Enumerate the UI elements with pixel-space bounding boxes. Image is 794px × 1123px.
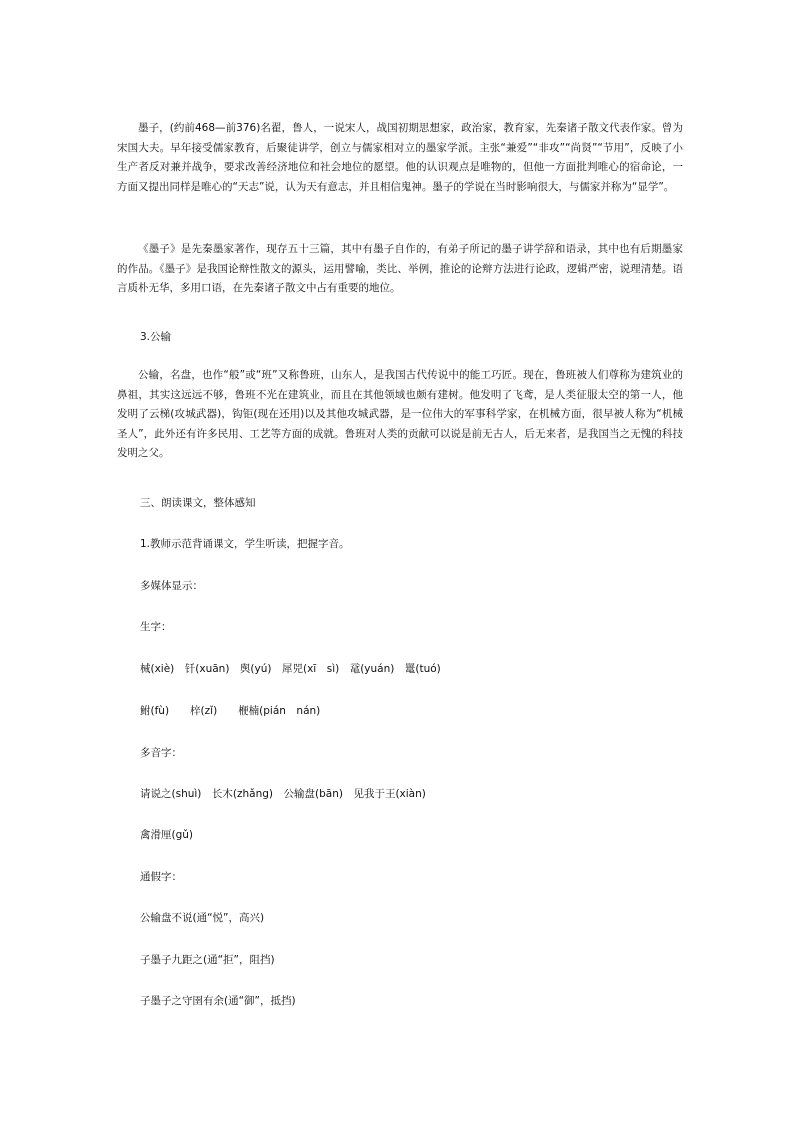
new-characters-row-1: 械(xiè) 钎(xuān) 舆(yú) 犀兕(xī sì) 鼋(yuán) 鼍(tuó) bbox=[140, 663, 441, 675]
tongjia-row-1: 公输盘不说(通“悦”，高兴) bbox=[140, 912, 265, 924]
paragraph-gongshu-bio: 公输，名盘，也作“般”或“班”又称鲁班，山东人，是我国古代传说中的能工巧匠。现在，鲁班被人们尊称为建筑业的鼻祖，其实这远远不够，鲁班不光在建筑业，而且在其他领域也颇有建树。他发明了飞鸢，是人类征服太空的第一人，他发明了云梯(攻城武器)，钩钜(现在还用)以及其他攻城武器，是一位伟大的军事科学家，在机械方面，很早被人称为“机械圣人”，此外还有许多民用、工艺等方面的成就。鲁班对人类的贡献可以说是前无古人，后无来者，是我国当之无愧的科技发明之父。 bbox=[117, 369, 683, 459]
label-new-characters: 生字： bbox=[140, 621, 172, 633]
new-characters-row-2: 鲋(fù) 梓(zǐ) 楩楠(pián nán) bbox=[140, 705, 321, 717]
polyphonic-row-2: 禽滑厘(gǔ) bbox=[140, 829, 194, 841]
paragraph-mozi-bio: 墨子，(约前468—前376)名翟，鲁人，一说宋人，战国初期思想家，政治家，教育家，先秦诸子散文代表作家。曾为宋国大夫。早年接受儒家教育，后聚徒讲学，创立与儒家相对立的墨家学派。主张“兼爱”“非攻”“尚贤”“节用”，反映了小生产者反对兼并战争，要求改善经济地位和社会地位的愿望。他的认识观点是唯物的，但他一方面批判唯心的宿命论，一方面又提出同样是唯心的“天志”说，认为天有意志，并且相信鬼神。墨子的学说在当时影响很大，与儒家并称为“显学”。 bbox=[117, 122, 683, 193]
label-tongjia: 通假字： bbox=[140, 871, 182, 883]
section-heading-reading: 三、朗读课文，整体感知 bbox=[140, 497, 256, 509]
label-multimedia: 多媒体显示： bbox=[140, 580, 203, 592]
paragraph-mozi-book: 《墨子》是先秦墨家著作，现存五十三篇，其中有墨子自作的，有弟子所记的墨子讲学辞和语录，其中也有后期墨家的作品。《墨子》是我国论辩性散文的源头，运用譬喻，类比、举例，推论的论辩方法进行论政，逻辑严密，说理清楚。语言质朴无华，多用口语，在先秦诸子散文中占有重要的地位。 bbox=[117, 243, 683, 294]
tongjia-row-2: 子墨子九距之(通“拒”，阻挡) bbox=[140, 954, 275, 966]
section-heading-gongshu: 3.公输 bbox=[140, 331, 172, 343]
tongjia-row-3: 子墨子之守圉有余(通“御”，抵挡) bbox=[140, 995, 296, 1007]
label-polyphonic: 多音字： bbox=[140, 747, 182, 759]
polyphonic-row-1: 请说之(shuì) 长木(zhǎng) 公输盘(bān) 见我于王(xiàn) bbox=[140, 788, 426, 800]
step-teacher-recite: 1.教师示范背诵课文，学生听读，把握字音。 bbox=[140, 538, 350, 550]
